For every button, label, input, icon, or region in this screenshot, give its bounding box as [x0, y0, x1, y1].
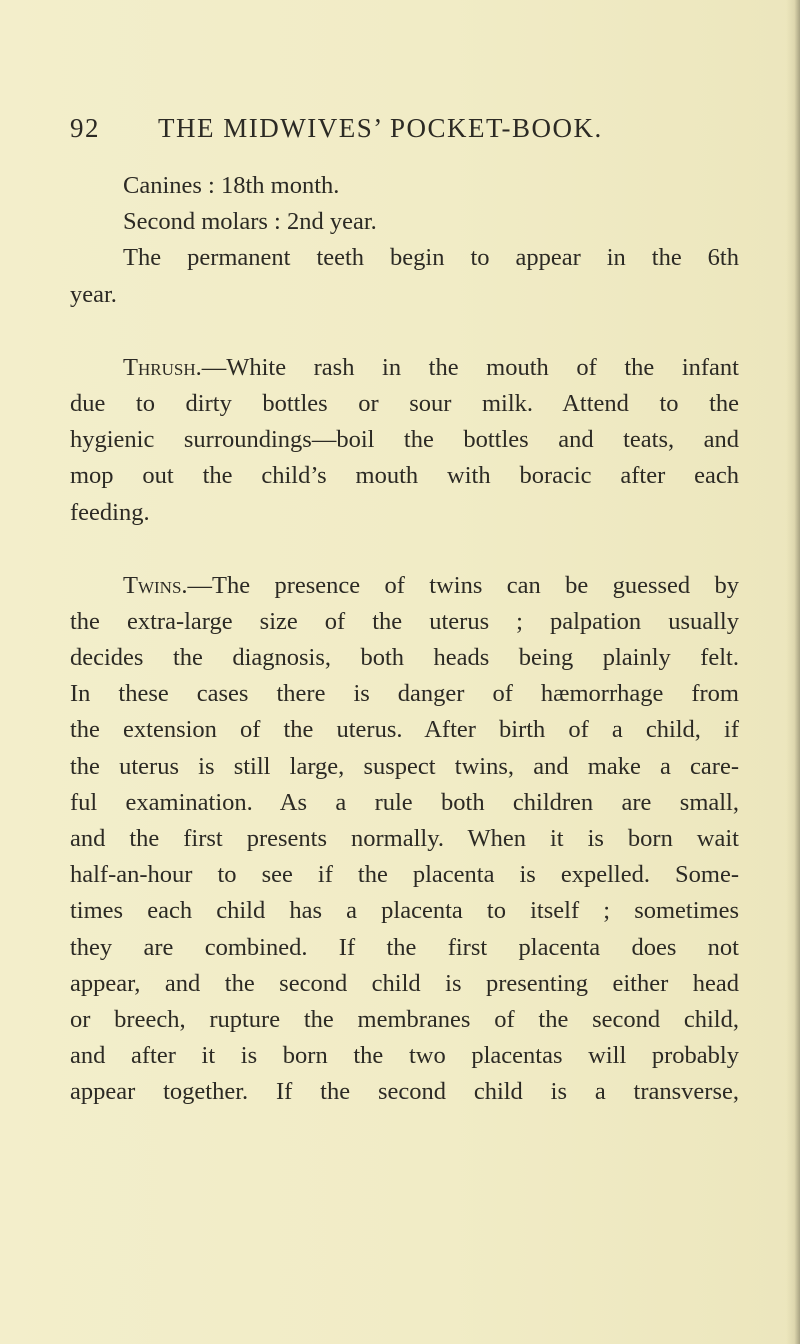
- paragraph-gap: [70, 313, 739, 350]
- paragraph-gap: [70, 531, 739, 568]
- text-line: or breech, rupture the membranes of the second child,: [70, 1005, 739, 1033]
- text-line: year.: [70, 280, 117, 308]
- running-title: THE MIDWIVES’ POCKET-BOOK.: [158, 113, 603, 143]
- text-line: feeding.: [70, 498, 150, 526]
- text-line: The permanent teeth begin to appear in the 6th: [123, 244, 739, 272]
- text-line: they are combined. If the first placenta does not: [70, 933, 739, 961]
- text-run: —The presence of twins can be guessed by: [187, 571, 739, 599]
- text-line: [70, 350, 739, 386]
- text-line: times each child has a placenta to itself ; sometimes: [70, 897, 739, 925]
- text-line: mop out the child’s mouth with boracic after each: [70, 462, 739, 490]
- text-line: hygienic surroundings—boil the bottles and teats, and: [70, 426, 739, 454]
- text-line: [70, 568, 739, 604]
- section-heading-twins: Twins.: [123, 571, 188, 599]
- page-edge-shadow: [786, 0, 800, 1344]
- text-line: and after it is born the two placentas will probably: [70, 1042, 739, 1070]
- text-line: half-an-hour to see if the placenta is expelled. Some-: [70, 861, 739, 889]
- text-line: appear, and the second child is presenting either head: [70, 969, 739, 997]
- text-line: the extension of the uterus. After birth of a child, if: [70, 716, 739, 744]
- text-line: ful examination. As a rule both children are small,: [70, 788, 739, 816]
- section-heading-thrush: Thrush.: [123, 353, 202, 381]
- page-number: 92: [70, 113, 100, 143]
- text-line: due to dirty bottles or sour milk. Attend to the: [70, 389, 739, 417]
- text-line: the extra-large size of the uterus ; palpation usually: [70, 607, 739, 635]
- page-body: [70, 168, 739, 1111]
- text-run: —White rash in the mouth of the infant: [201, 353, 739, 381]
- text-line: appear together. If the second child is a transverse,: [70, 1078, 739, 1106]
- text-line: decides the diagnosis, both heads being plainly felt.: [70, 644, 739, 672]
- text-line: Canines : 18th month.: [123, 172, 340, 199]
- text-line: the uterus is still large, suspect twins, and make a care-: [70, 752, 739, 780]
- page-header: [70, 112, 740, 144]
- text-line: In these cases there is danger of hæmorrhage from: [70, 680, 739, 708]
- text-line: and the first presents normally. When it is born wait: [70, 825, 739, 852]
- text-line: Second molars : 2nd year.: [123, 208, 377, 236]
